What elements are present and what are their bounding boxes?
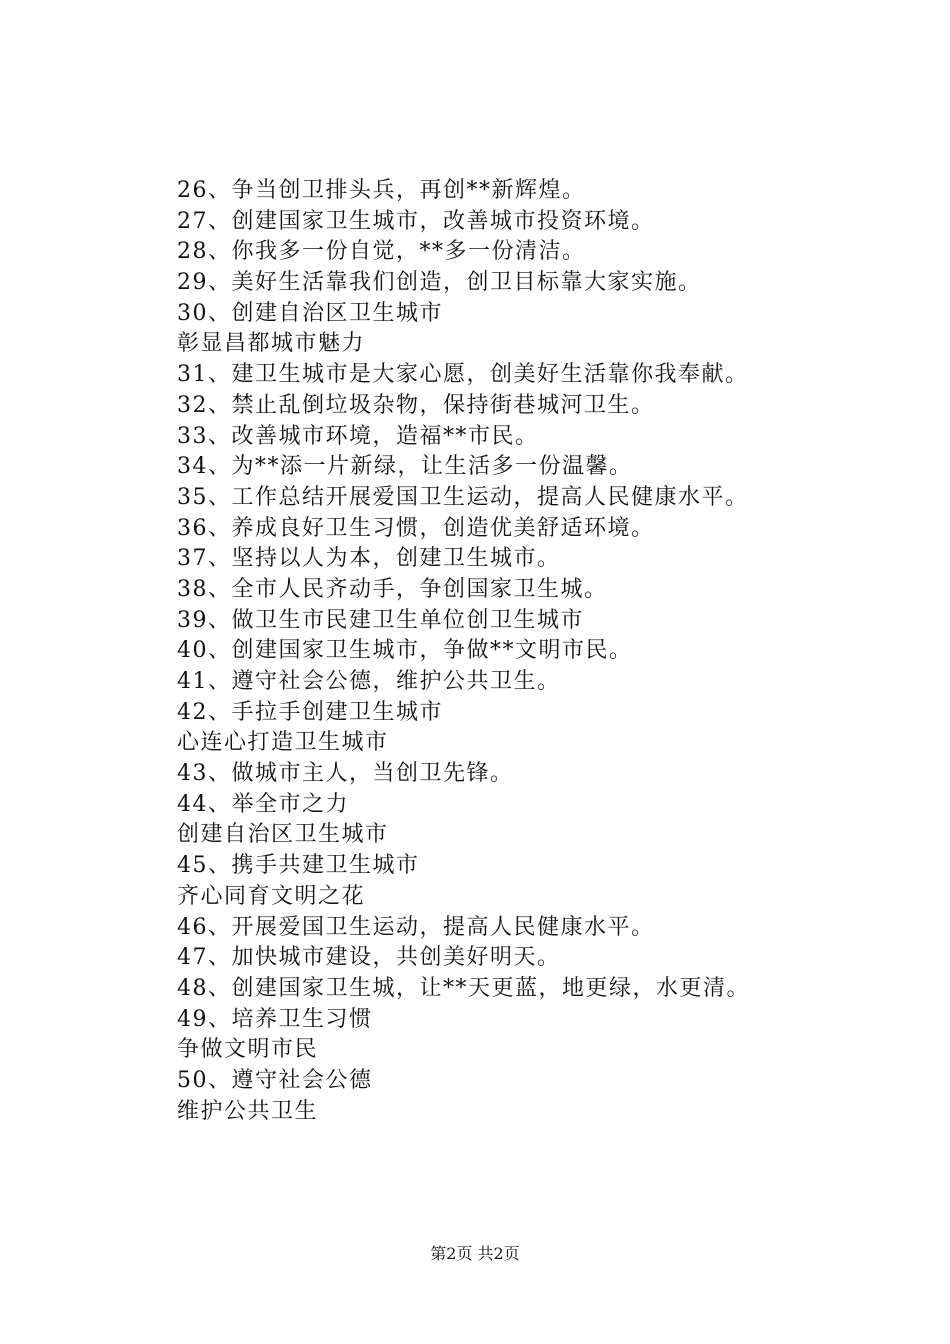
text-line: 维护公共卫生 — [177, 1098, 319, 1124]
text-line: 39、做卫生市民建卫生单位创卫生城市 — [177, 607, 584, 633]
text-line: 41、遵守社会公德，维护公共卫生。 — [177, 669, 561, 694]
document-body — [177, 176, 877, 1127]
text-line: 38、全市人民齐动手，争创国家卫生城。 — [177, 576, 608, 602]
text-line: 40、创建国家卫生城市，争做**文明市民。 — [177, 638, 633, 664]
text-line: 43、做城市主人，当创卫先锋。 — [177, 761, 514, 787]
text-line: 27、创建国家卫生城市，改善城市投资环境。 — [177, 208, 655, 234]
text-line: 争做文明市民 — [177, 1037, 319, 1063]
text-line: 46、开展爱国卫生运动，提高人民健康水平。 — [177, 914, 655, 940]
text-line: 30、创建自治区卫生城市 — [177, 300, 443, 326]
text-line: 齐心同育文明之花 — [177, 883, 366, 909]
text-line: 48、创建国家卫生城，让**天更蓝，地更绿，水更清。 — [177, 975, 750, 1001]
text-line: 49、培养卫生习惯 — [177, 1006, 373, 1032]
page-footer: 第2页 共2页 — [430, 1244, 520, 1263]
text-line: 34、为**添一片新绿，让生活多一份温馨。 — [177, 454, 633, 480]
text-line: 45、携手共建卫生城市 — [177, 853, 420, 879]
text-line: 42、手拉手创建卫生城市 — [177, 699, 443, 725]
text-line: 47、加快城市建设，共创美好明天。 — [177, 945, 561, 971]
text-line: 50、遵守社会公德 — [177, 1067, 373, 1093]
text-line: 创建自治区卫生城市 — [177, 822, 389, 848]
text-line: 33、改善城市环境，造福**市民。 — [177, 423, 539, 449]
text-line: 36、养成良好卫生习惯，创造优美舒适环境。 — [177, 515, 655, 541]
text-line: 29、美好生活靠我们创造，创卫目标靠大家实施。 — [177, 270, 702, 296]
text-line: 44、举全市之力 — [177, 791, 349, 817]
text-line: 26、争当创卫排头兵，再创**新辉煌。 — [177, 178, 586, 203]
text-line: 32、禁止乱倒垃圾杂物，保持街巷城河卫生。 — [177, 392, 655, 418]
text-line: 37、坚持以人为本，创建卫生城市。 — [177, 546, 561, 572]
text-line: 彰显昌都城市魅力 — [177, 331, 366, 357]
text-line: 35、工作总结开展爱国卫生运动，提高人民健康水平。 — [177, 484, 749, 510]
text-line: 心连心打造卫生城市 — [177, 730, 389, 756]
text-line: 31、建卫生城市是大家心愿，创美好生活靠你我奉献。 — [177, 362, 749, 388]
text-line: 28、你我多一份自觉，**多一份清洁。 — [177, 239, 586, 265]
